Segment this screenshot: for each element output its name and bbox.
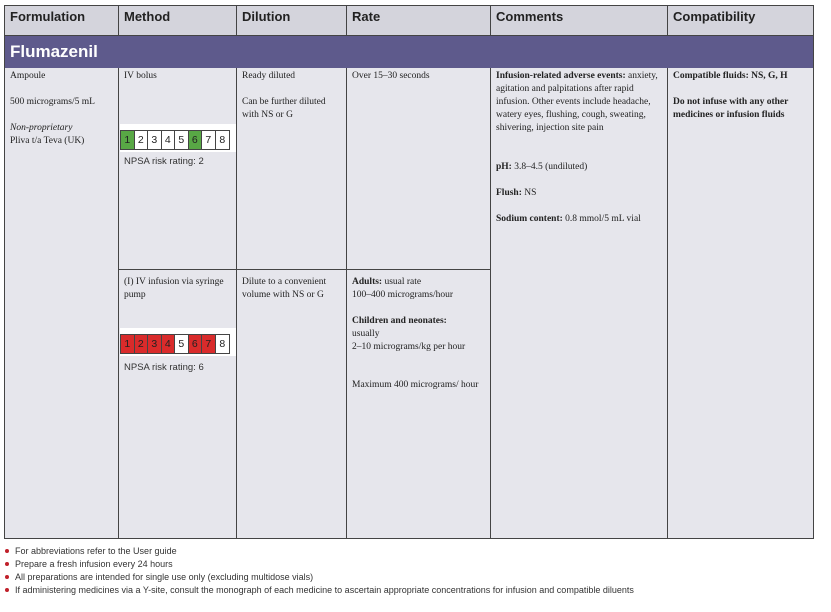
rating-box: 5 — [175, 335, 189, 353]
compatibility-column — [668, 68, 813, 538]
compatibility-warning: Do not infuse with any other medicines or infusion fluids — [673, 97, 789, 120]
formulation-strength: 500 micrograms/5 mL — [10, 97, 95, 107]
rating-box: 2 — [135, 335, 149, 353]
flush-value: NS — [521, 188, 537, 198]
formulation-proprietary: Non-proprietary — [10, 123, 73, 133]
monograph-table — [4, 5, 814, 539]
npsa-rating-infusion: NPSA risk rating: 6 — [124, 362, 204, 373]
rating-box: 3 — [148, 335, 162, 353]
rating-box: 7 — [202, 131, 216, 149]
rating-box: 1 — [121, 131, 135, 149]
rating-box: 5 — [175, 131, 189, 149]
header-formulation: Formulation — [5, 6, 119, 36]
rating-box: 3 — [148, 131, 162, 149]
dilution-column — [237, 68, 347, 538]
header-comments: Comments — [491, 6, 668, 36]
dilution-bolus-2: Can be further diluted with NS or G — [242, 97, 326, 120]
adverse-label: Infusion-related adverse events: — [496, 71, 626, 81]
fluids-label: Compatible fluids: — [673, 71, 749, 81]
comments-column — [491, 68, 668, 538]
footnote: All preparations are intended for single use only (excluding multidose vials) — [5, 571, 634, 584]
rating-box: 8 — [219, 338, 226, 350]
comments-flush — [496, 187, 666, 200]
adverse-text: anxiety, agitation and palpitations after rapid infusion. Other events include headache, watery eyes, flushing, cough, sweating, shivering, injection site pain — [496, 71, 658, 133]
rate-maximum: Maximum 400 micrograms/ hour — [352, 380, 479, 390]
rate-column — [347, 68, 491, 538]
rate-adults — [352, 276, 488, 289]
row-divider — [119, 269, 491, 270]
rating-box: 2 — [135, 131, 149, 149]
formulation-type: Ampoule — [10, 71, 46, 81]
rate-bolus: Over 15–30 seconds — [352, 71, 430, 81]
npsa-rating-bolus: NPSA risk rating: 2 — [124, 156, 204, 167]
rating-box: 6 — [189, 335, 203, 353]
npsa-rating-scale-bolus — [120, 130, 230, 150]
method-bolus: IV bolus — [124, 71, 157, 81]
footnote: For abbreviations refer to the User guide — [5, 545, 634, 558]
comments-ph — [496, 161, 666, 174]
header-dilution: Dilution — [237, 6, 347, 36]
flush-label: Flush: — [496, 188, 522, 198]
header-rate: Rate — [347, 6, 491, 36]
rate-adults-text: usual rate — [382, 277, 422, 287]
rating-box: 4 — [162, 131, 176, 149]
rating-box: 7 — [202, 335, 216, 353]
comments-sodium — [496, 213, 656, 226]
footnote: If administering medicines via a Y-site, consult the monograph of each medicine to ascertain appropriate concentrations for infusion and compatible diluents — [5, 584, 634, 597]
ph-value: 3.8–4.5 (undiluted) — [511, 162, 588, 172]
rating-box: 6 — [189, 131, 203, 149]
rate-adults-label: Adults: — [352, 277, 383, 287]
method-infusion: (I) IV infusion via syringe pump — [124, 277, 224, 300]
rate-children-label: Children and neonates: — [352, 316, 447, 326]
footnotes — [5, 545, 634, 597]
rating-box: 4 — [162, 335, 176, 353]
header-method: Method — [119, 6, 237, 36]
footnote: Prepare a fresh infusion every 24 hours — [5, 558, 634, 571]
rate-children-value: 2–10 micrograms/kg per hour — [352, 342, 466, 352]
ph-label: pH: — [496, 162, 512, 172]
header-compatibility: Compatibility — [668, 6, 813, 36]
formulation-supplier: Pliva t/a Teva (UK) — [10, 136, 85, 146]
fluids-value: NS, G, H — [748, 71, 788, 81]
sodium-label: Sodium content: — [496, 214, 563, 224]
drug-title: Flumazenil — [5, 36, 813, 68]
sodium-value: 0.8 mmol/5 mL vial — [562, 214, 641, 224]
compatible-fluids — [673, 70, 811, 83]
rate-children-usually: usually — [352, 329, 380, 339]
rating-box: 8 — [219, 134, 226, 146]
dilution-bolus-1: Ready diluted — [242, 71, 296, 81]
npsa-rating-scale-infusion — [120, 334, 230, 354]
comments-adverse-events — [496, 70, 666, 135]
rating-box: 1 — [121, 335, 135, 353]
dilution-infusion: Dilute to a convenient volume with NS or G — [242, 277, 327, 300]
rate-adults-value: 100–400 micrograms/hour — [352, 290, 454, 300]
